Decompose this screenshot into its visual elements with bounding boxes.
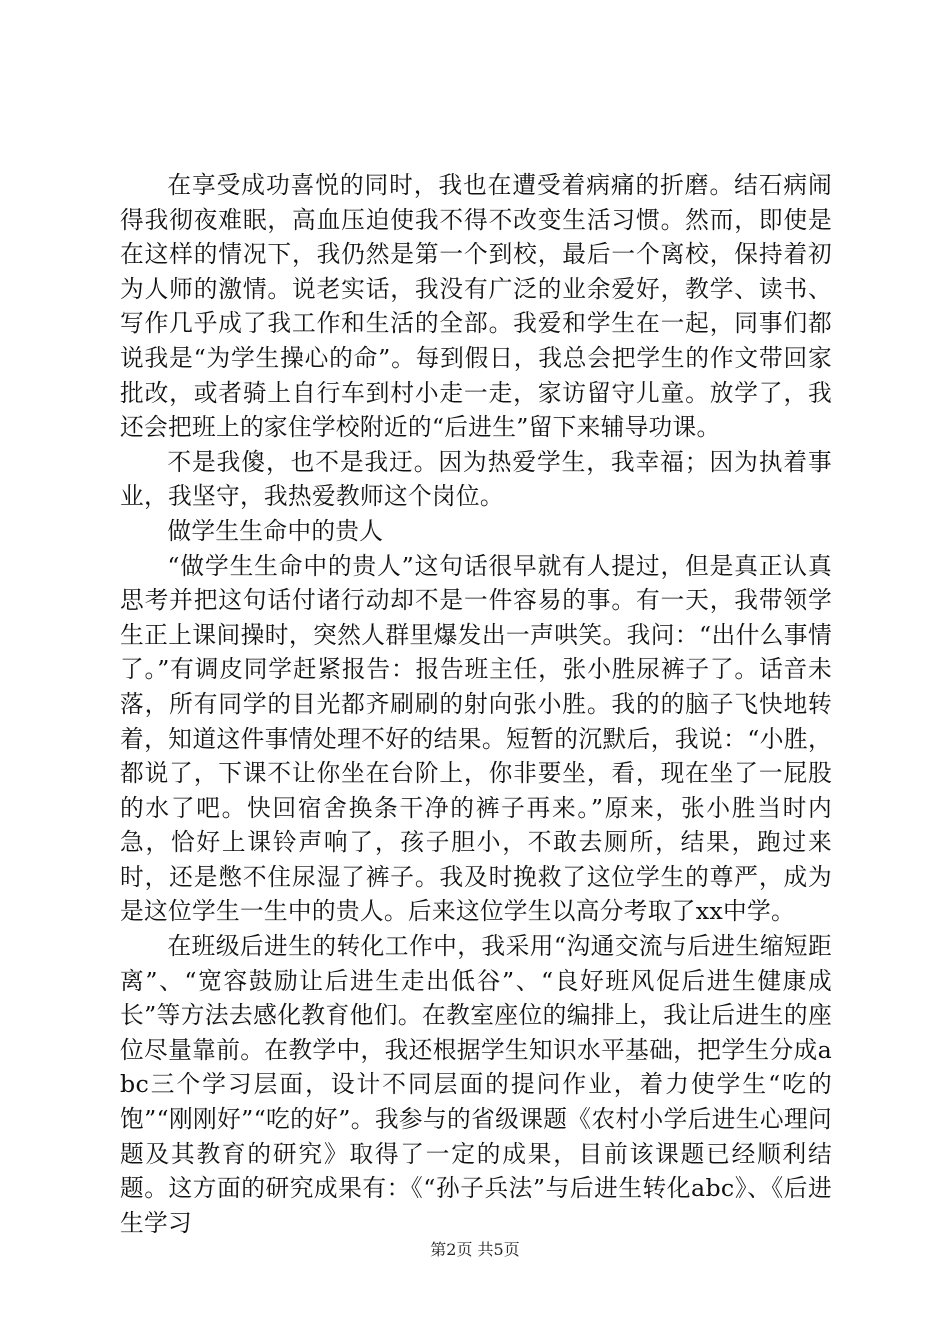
section-heading: 做学生生命中的贵人 bbox=[167, 516, 384, 545]
paragraph-story: “做学生生命中的贵人”这句话很早就有人提过，但是真正认真思考并把这句话付诸行动却不是一件容易的事。有一天，我带领学生正上课间操时，突然人群里爆发出一声哄笑。我问：“出什么事情了。”有调皮同学赶紧报告：报告班主任，张小胜尿裤子了。话音未落，所有同学的目光都齐刷刷的射向张小胜。我的的脑子飞快地转着，知道这件事情处理不好的结果。短暂的沉默后，我说：“小胜，都说了，下课不让你坐在台阶上，你非要坐，看，现在坐了一屁股的水了吧。快回宿舍换条干净的裤子再来。”原来，张小胜当时内急，恰好上课铃声响了，孩子胆小，不敢去厕所，结果，跑过来时，还是憋不住尿湿了裤子。我及时挽救了这位学生的尊严，成为是这位学生一生中的贵人。后来这位学生以高分考取了xx中学。 bbox=[120, 551, 832, 926]
paragraph-methods: 在班级后进生的转化工作中，我采用“沟通交流与后进生缩短距离”、“宽容鼓励让后进生走出低谷”、“良好班风促后进生健康成长”等方法去感化教育他们。在教室座位的编排上，我让后进生的座位尽量靠前。在教学中，我还根据学生知识水平基础，把学生分成abc三个学习层面，设计不同层面的提问作业，着力使学生“吃的饱”“刚刚好”“吃的好”。我参与的省级课题《农村小学后进生心理问题及其教育的研究》取得了一定的成果，目前该课题已经顺利结题。这方面的研究成果有：《“孙子兵法”与后进生转化abc》、《后进生学习 bbox=[120, 932, 832, 1237]
paragraph-dedication: 不是我傻，也不是我迂。因为热爱学生，我幸福；因为执着事业，我坚守，我热爱教师这个岗位。 bbox=[120, 447, 832, 511]
document-body bbox=[120, 168, 832, 1240]
paragraph-health: 在享受成功喜悦的同时，我也在遭受着病痛的折磨。结石病闹得我彻夜难眠，高血压迫使我不得不改变生活习惯。然而，即使是在这样的情况下，我仍然是第一个到校，最后一个离校，保持着初为人师的激情。说老实话，我没有广泛的业余爱好，教学、读书、写作几乎成了我工作和生活的全部。我爱和学生在一起，同事们都说我是“为学生操心的命”。每到假日，我总会把学生的作文带回家批改，或者骑上自行车到村小走一走，家访留守儿童。放学了，我还会把班上的家住学校附近的“后进生”留下来辅导功课。 bbox=[120, 171, 832, 442]
page-number-footer: 第2页 共5页 bbox=[430, 1240, 520, 1259]
